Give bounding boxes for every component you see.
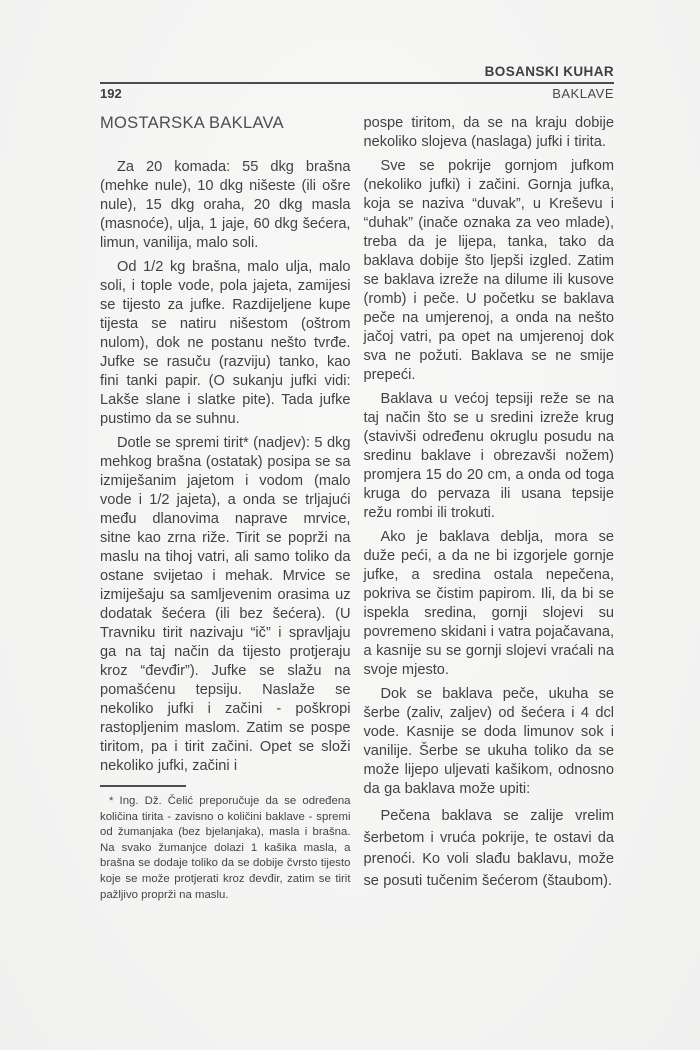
serving-paragraph: Pečena baklava se zalije vrelim šerbetom i vruća pokrije, te ostavi da prenoći. Ko voli slađu baklavu, može se posuti tučenim šećerom (štaubom). — [363, 808, 614, 889]
cutting-paragraph: Baklava u većoj tepsiji reže se na taj način što se u sredini izreže krug (stavivši određenu okruglu posudu na sredinu baklave i obrezavši nožem) promjera 15 do 20 cm, a onda od toga kruga do pervaza ili usana tepsije režu rombi ili trokuti. — [363, 391, 614, 521]
right-column — [364, 112, 615, 903]
two-column-text — [100, 112, 614, 903]
footnote-rule — [100, 785, 186, 787]
page-header — [100, 64, 614, 101]
tirit-paragraph: Dotle se spremi tirit* (nadjev): 5 dkg mehkog brašna (ostatak) posipa se sa izmiješanim jajetom i vodom (malo vode i 1/2 jajeta), a onda se trljajući među dlanovima naprave mrvice, sitne kao zrna riže. Tirit se poprži na maslu na tihoj vatri, ali samo toliko da ostane svijetao i mehak. Mrvice se izmiješaju sa samljevenim orasima uz dodatak šećera (ili bez šećera). (U Travniku tirit nazivaju “ič” i spravljaju ga na taj način da tijesto protjeraju kroz “đevđir”). Jufke se slažu na pomašćenu tepsiju. Naslaže se nekoliko jufki i začini - poškropi rastopljenim maslom. Zatim se pospe tiritom, pa i tirit začini. Opet se složi nekoliko jufki, začini i — [100, 435, 351, 774]
baking-paragraph: Ako je baklava deblja, mora se duže peći, a da ne bi izgorjele gornje jufke, a sredina ostala nepečena, pokriva se čistim papirom. Ili, da bi se ispekla sredina, gornji slojevi su povremeno skidani i vatra pojačavana, a kasnije su se gornji slojevi vraćali na svoje mjesto. — [363, 529, 614, 678]
syrup-paragraph: Dok se baklava peče, ukuha se šerbe (zaliv, zaljev) od šećera i 4 dcl vode. Kasnije se doda limunov sok i vanilije. Šerbe se ukuha toliko da se može lijepo uljevati kašikom, odnosno da ga baklava može upiti: — [363, 686, 614, 797]
page-number: 192 — [100, 86, 122, 101]
recipe-title: MOSTARSKA BAKLAVA — [100, 114, 284, 132]
ingredients-paragraph: Za 20 komada: 55 dkg brašna (mehke nule), 10 dkg nišeste (ili ošre nule), 15 dkg oraha, 20 dkg masla (masnoće), ulja, 1 jaje, 60 dkg šećera, limun, vanilija, malo soli. — [100, 159, 351, 251]
top-layer-paragraph: Sve se pokrije gornjom jufkom (nekoliko jufki) i začini. Gornja jufka, koja se naziva “duvak”, u Kreševu i “duhak” (inače oznaka za veo mlade), treba da je lijepa, tanka, tako da baklava dobije što ljepši izgled. Zatim se baklava izreže na dilume ili kusove (romb) i peče. U početku se baklava peče na umjerenoj, a onda na nešto jačoj vatri, pa opet na umjerenoj dok sva ne požuti. Baklava se ne smije prepeći. — [363, 158, 614, 383]
header-row — [100, 84, 614, 101]
dough-paragraph: Od 1/2 kg brašna, malo ulja, malo soli, i tople vode, pola jajeta, zamijesi se tijesto za jufke. Razdijeljene kupe tijesta se natiru nišestom (oštrom nulom), dok ne postanu nešto tvrđe. Jufke se rasuču (razviju) tanko, kao fini tanki papir. (O sukanju jufki vidi: Lakše slane i slatke pite). Tada jufke pustimo da se suhnu. — [100, 259, 351, 427]
left-column — [100, 112, 351, 903]
continuation-paragraph: pospe tiritom, da se na kraju dobije nekoliko slojeva (naslaga) jufki i tirita. — [363, 115, 614, 150]
running-head-title: BOSANSKI KUHAR — [100, 64, 614, 84]
footnote-text: * Ing. Dž. Čelić preporučuje da se određena količina tirita - zavisno o količini baklave - spremi od žumanjaka (bez bjelanjaka), masla i brašna. Na svako žumanjce dolazi 1 kašika masla, a brašna se dodaje toliko da se dobije čvrsto tijesto koje se može protjerati kroz đevđir, zatim se tirit pažljivo proprži na maslu. — [100, 795, 351, 901]
section-label: BAKLAVE — [552, 86, 614, 101]
